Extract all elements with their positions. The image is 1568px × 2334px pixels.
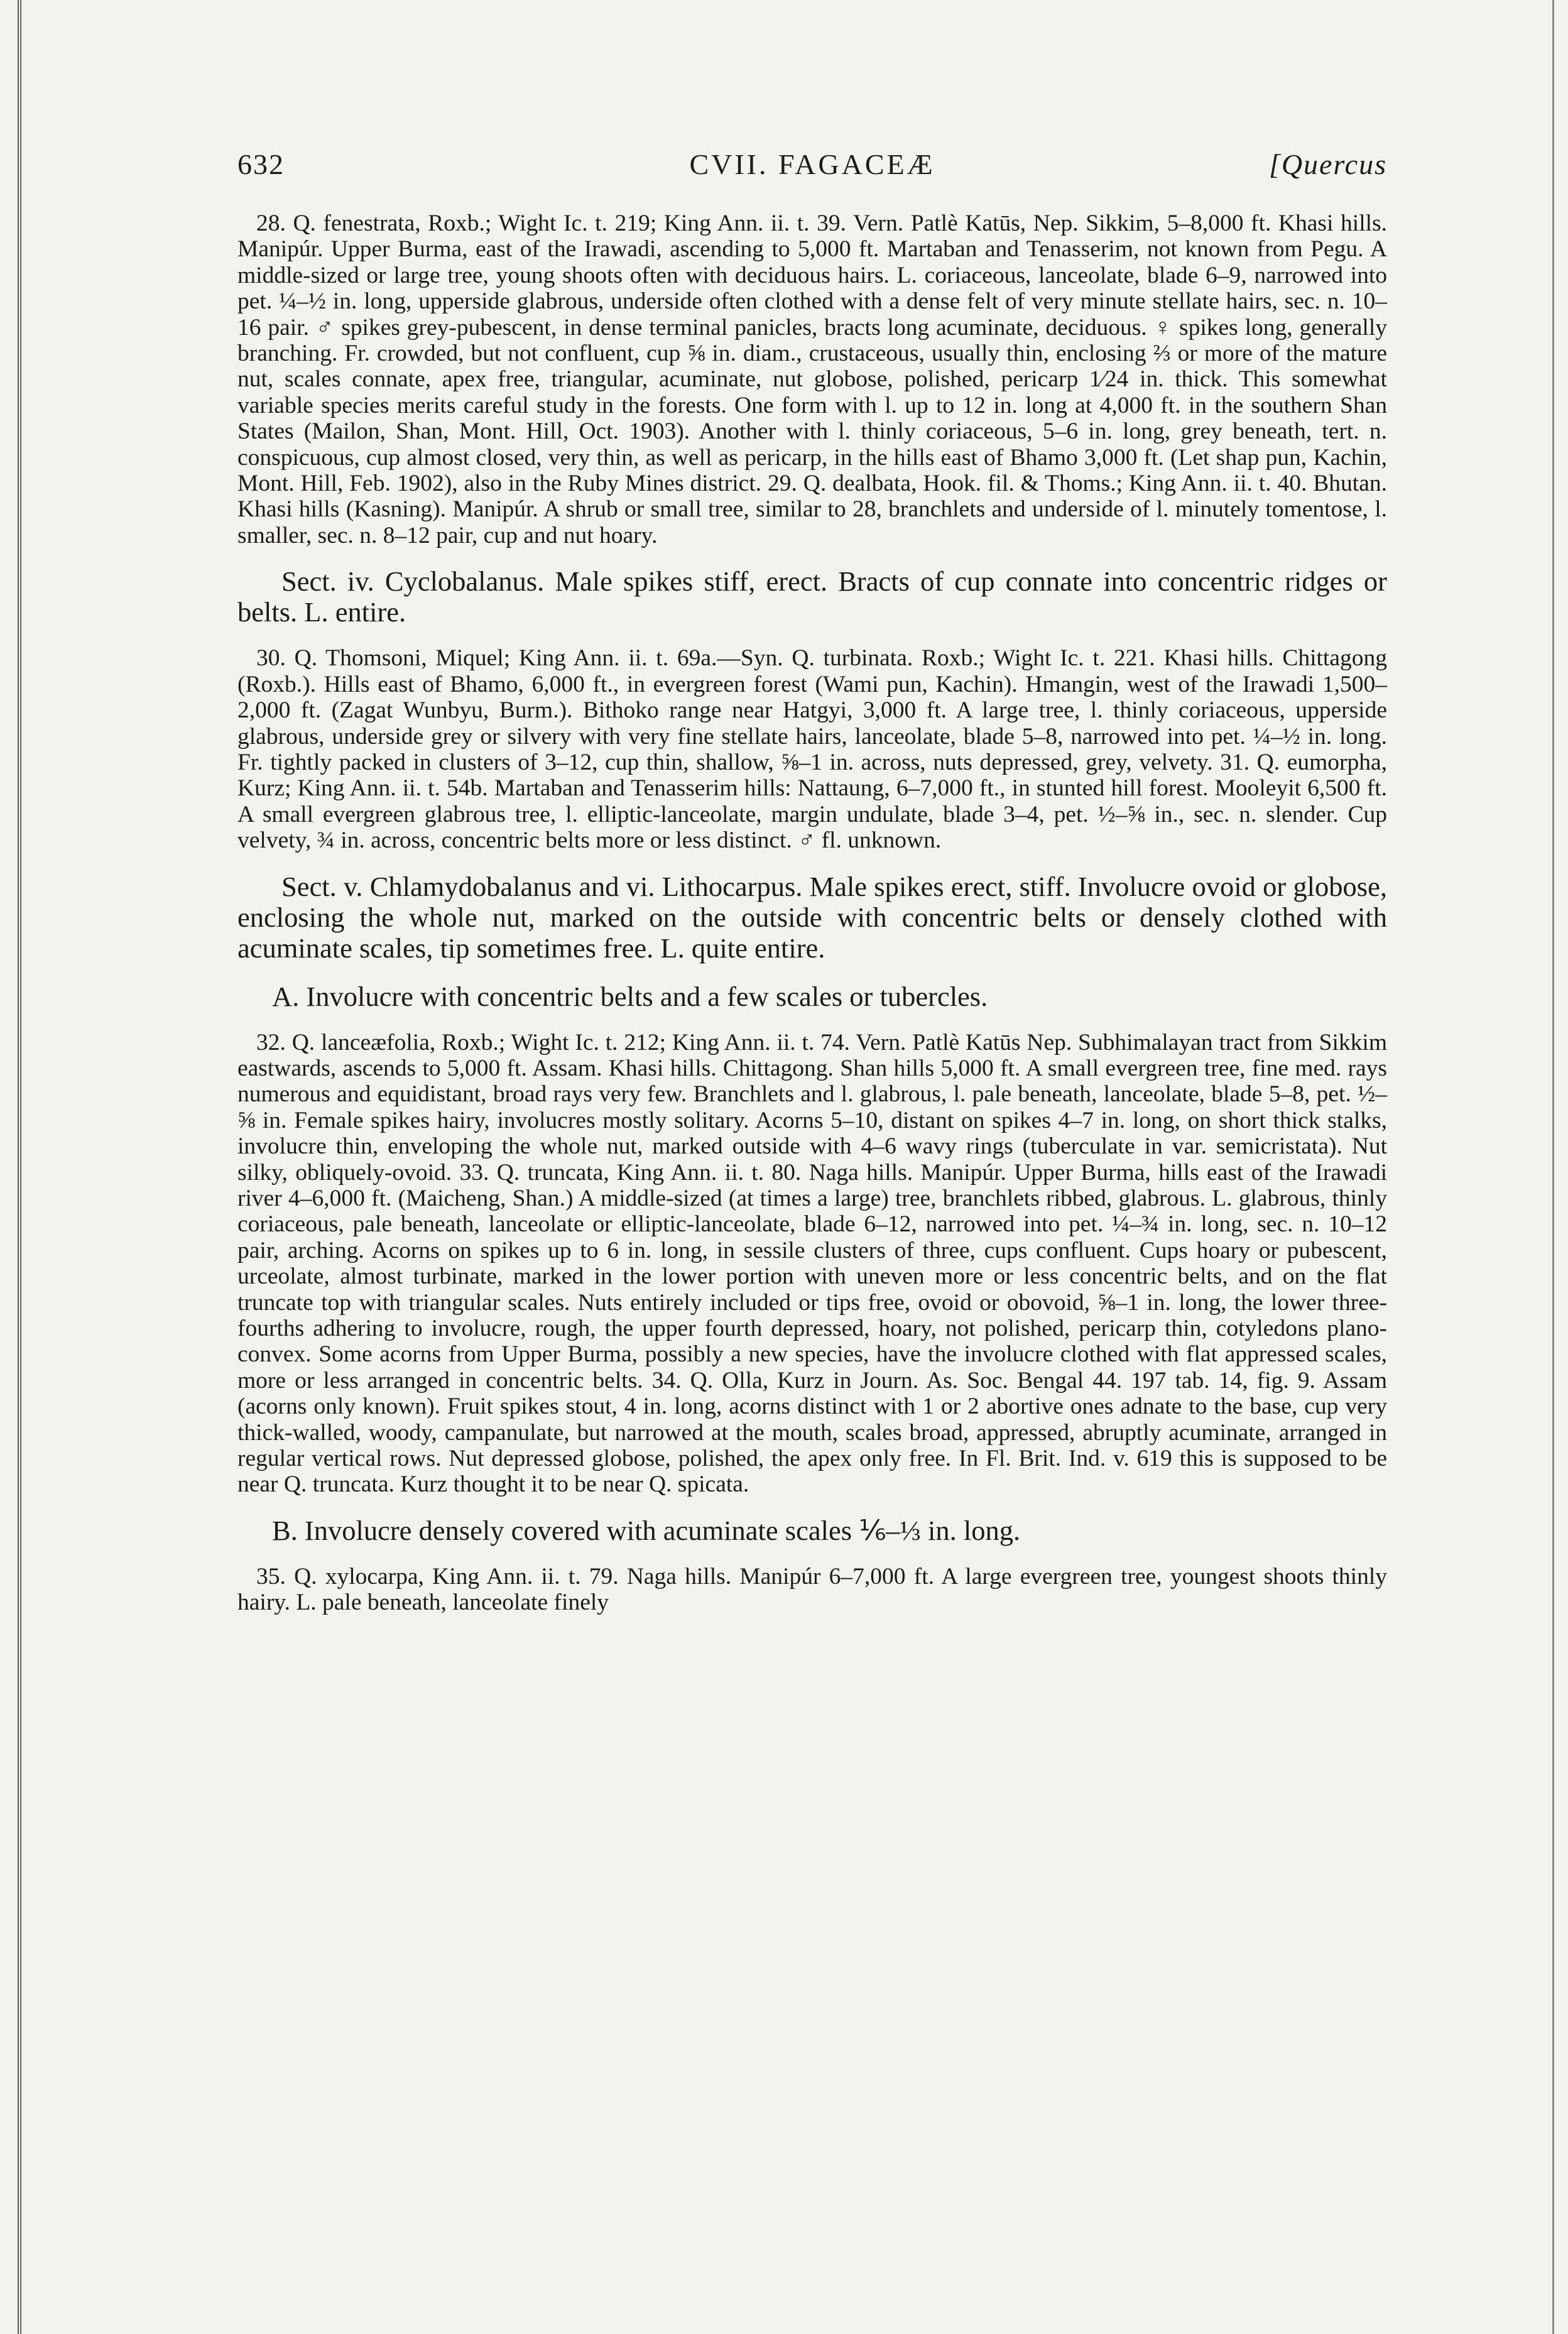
- species-paragraph-35: 35. Q. xylocarpa, King Ann. ii. t. 79. Naga hills. Manipúr 6–7,000 ft. A large evergreen tree, youngest shoots thinly hairy. L. pale beneath, lanceolate finely: [237, 1563, 1387, 1616]
- section-heading-cyclobalanus: Sect. iv. Cyclobalanus. Male spikes stiff, erect. Bracts of cup connate into concentric ridges or belts. L. entire.: [237, 565, 1387, 628]
- species-paragraph-30-31: 30. Q. Thomsoni, Miquel; King Ann. ii. t. 69a.—Syn. Q. turbinata. Roxb.; Wight Ic. t. 221. Khasi hills. Chittagong (Roxb.). Hills east of Bhamo, 6,000 ft., in evergreen forest (Wami pun, Kachin). Hmangin, west of the Irawadi 1,500–2,000 ft. (Zagat Wunbyu, Burm.). Bithoko range near Hatgyi, 3,000 ft. A large tree, l. thinly coriaceous, upperside glabrous, underside grey or silvery with very fine stellate hairs, lanceolate, blade 5–8, narrowed into pet. ¼–½ in. long. Fr. tightly packed in clusters of 3–12, cup thin, shallow, ⅝–1 in. across, nuts depressed, grey, velvety. 31. Q. eumorpha, Kurz; King Ann. ii. t. 54b. Martaban and Tenasserim hills: Nattaung, 6–7,000 ft., in stunted hill forest. Mooleyit 6,500 ft. A small evergreen glabrous tree, l. elliptic-lanceolate, margin undulate, blade 3–4, pet. ½–⅝ in., sec. n. slender. Cup velvety, ¾ in. across, concentric belts more or less distinct. ♂ fl. unknown.: [237, 645, 1387, 854]
- scan-right-edge: [1552, 0, 1554, 2334]
- species-paragraph-28-29: 28. Q. fenestrata, Roxb.; Wight Ic. t. 219; King Ann. ii. t. 39. Vern. Patlè Katūs, Nep. Sikkim, 5–8,000 ft. Khasi hills. Manipúr. Upper Burma, east of the Irawadi, ascending to 5,000 ft. Martaban and Tenasserim, not known from Pegu. A middle-sized or large tree, young shoots often with deciduous hairs. L. coriaceous, lanceolate, blade 6–9, narrowed into pet. ¼–½ in. long, upperside glabrous, underside often clothed with a dense felt of very minute stellate hairs, sec. n. 10–16 pair. ♂ spikes grey-pubescent, in dense terminal panicles, bracts long acuminate, deciduous. ♀ spikes long, generally branching. Fr. crowded, but not confluent, cup ⅝ in. diam., crustaceous, usually thin, enclosing ⅔ or more of the mature nut, scales connate, apex free, triangular, acuminate, nut globose, polished, pericarp 1⁄24 in. thick. This somewhat variable species merits careful study in the forests. One form with l. up to 12 in. long at 4,000 ft. in the southern Shan States (Mailon, Shan, Mont. Hill, Oct. 1903). Another with l. thinly coriaceous, 5–6 in. long, grey beneath, tert. n. conspicuous, cup almost closed, very thin, as well as pericarp, in the hills east of Bhamo 3,000 ft. (Let shap pun, Kachin, Mont. Hill, Feb. 1902), also in the Ruby Mines district. 29. Q. dealbata, Hook. fil. & Thoms.; King Ann. ii. t. 40. Bhutan. Khasi hills (Kasning). Manipúr. A shrub or small tree, similar to 28, branchlets and underside of l. minutely tomentose, l. smaller, sec. n. 8–12 pair, cup and nut hoary.: [237, 210, 1387, 548]
- section-heading-chlamydobalanus: Sect. v. Chlamydobalanus and vi. Lithocarpus. Male spikes erect, stiff. Involucre ovoid or globose, enclosing the whole nut, marked on the outside with concentric belts or densely clothed with acuminate scales, tip sometimes free. L. quite entire.: [237, 870, 1387, 964]
- subsection-heading-b: B. Involucre densely covered with acuminate scales ⅙–⅓ in. long.: [272, 1514, 1021, 1546]
- subsection-heading-a: A. Involucre with concentric belts and a few scales or tubercles.: [272, 980, 988, 1012]
- page-number: 632: [237, 148, 285, 180]
- scan-binding-edge: [18, 0, 21, 2334]
- running-header: [237, 135, 1387, 185]
- book-page: [237, 135, 1387, 2208]
- species-paragraph-32-34: 32. Q. lanceæfolia, Roxb.; Wight Ic. t. 212; King Ann. ii. t. 74. Vern. Patlè Katūs Nep. Subhimalayan tract from Sikkim eastwards, ascends to 5,000 ft. Assam. Khasi hills. Chittagong. Shan hills 5,000 ft. A small evergreen tree, fine med. rays numerous and equidistant, broad rays very few. Branchlets and l. glabrous, l. pale beneath, lanceolate, blade 5–8, pet. ½–⅝ in. Female spikes hairy, involucres mostly solitary. Acorns 5–10, distant on spikes 4–7 in. long, on short thick stalks, involucre thin, enveloping the whole nut, marked outside with 4–6 wavy rings (tuberculate in var. semicristata). Nut silky, obliquely-ovoid. 33. Q. truncata, King Ann. ii. t. 80. Naga hills. Manipúr. Upper Burma, hills east of the Irawadi river 4–6,000 ft. (Maicheng, Shan.) A middle-sized (at times a large) tree, branchlets ribbed, glabrous. L. glabrous, thinly coriaceous, pale beneath, lanceolate or elliptic-lanceolate, blade 6–12, narrowed into pet. ¼–¾ in. long, sec. n. 10–12 pair, arching. Acorns on spikes up to 6 in. long, in sessile clusters of three, cups confluent. Cups hoary or pubescent, urceolate, almost turbinate, marked in the lower portion with uneven more or less concentric belts, and on the flat truncate top with triangular scales. Nuts entirely included or tips free, ovoid or obovoid, ⅝–1 in. long, the lower three-fourths adhering to involucre, rough, the upper fourth depressed, hoary, not polished, pericarp thin, cotyledons plano-convex. Some acorns from Upper Burma, possibly a new species, have the involucre clothed with flat appressed scales, more or less arranged in concentric belts. 34. Q. Olla, Kurz in Journ. As. Soc. Bengal 44. 197 tab. 14, fig. 9. Assam (acorns only known). Fruit spikes stout, 4 in. long, acorns distinct with 1 or 2 abortive ones adnate to the base, cup very thick-walled, woody, campanulate, but narrowed at the mouth, scales broad, appressed, abruptly acuminate, arranged in regular vertical rows. Nut depressed globose, polished, the apex only free. In Fl. Brit. Ind. v. 619 this is supposed to be near Q. truncata. Kurz thought it to be near Q. spicata.: [237, 1029, 1387, 1498]
- chapter-title: CVII. FAGACEÆ: [689, 148, 935, 180]
- page-body: [237, 210, 1387, 1616]
- genus-heading: [Quercus: [1268, 148, 1387, 180]
